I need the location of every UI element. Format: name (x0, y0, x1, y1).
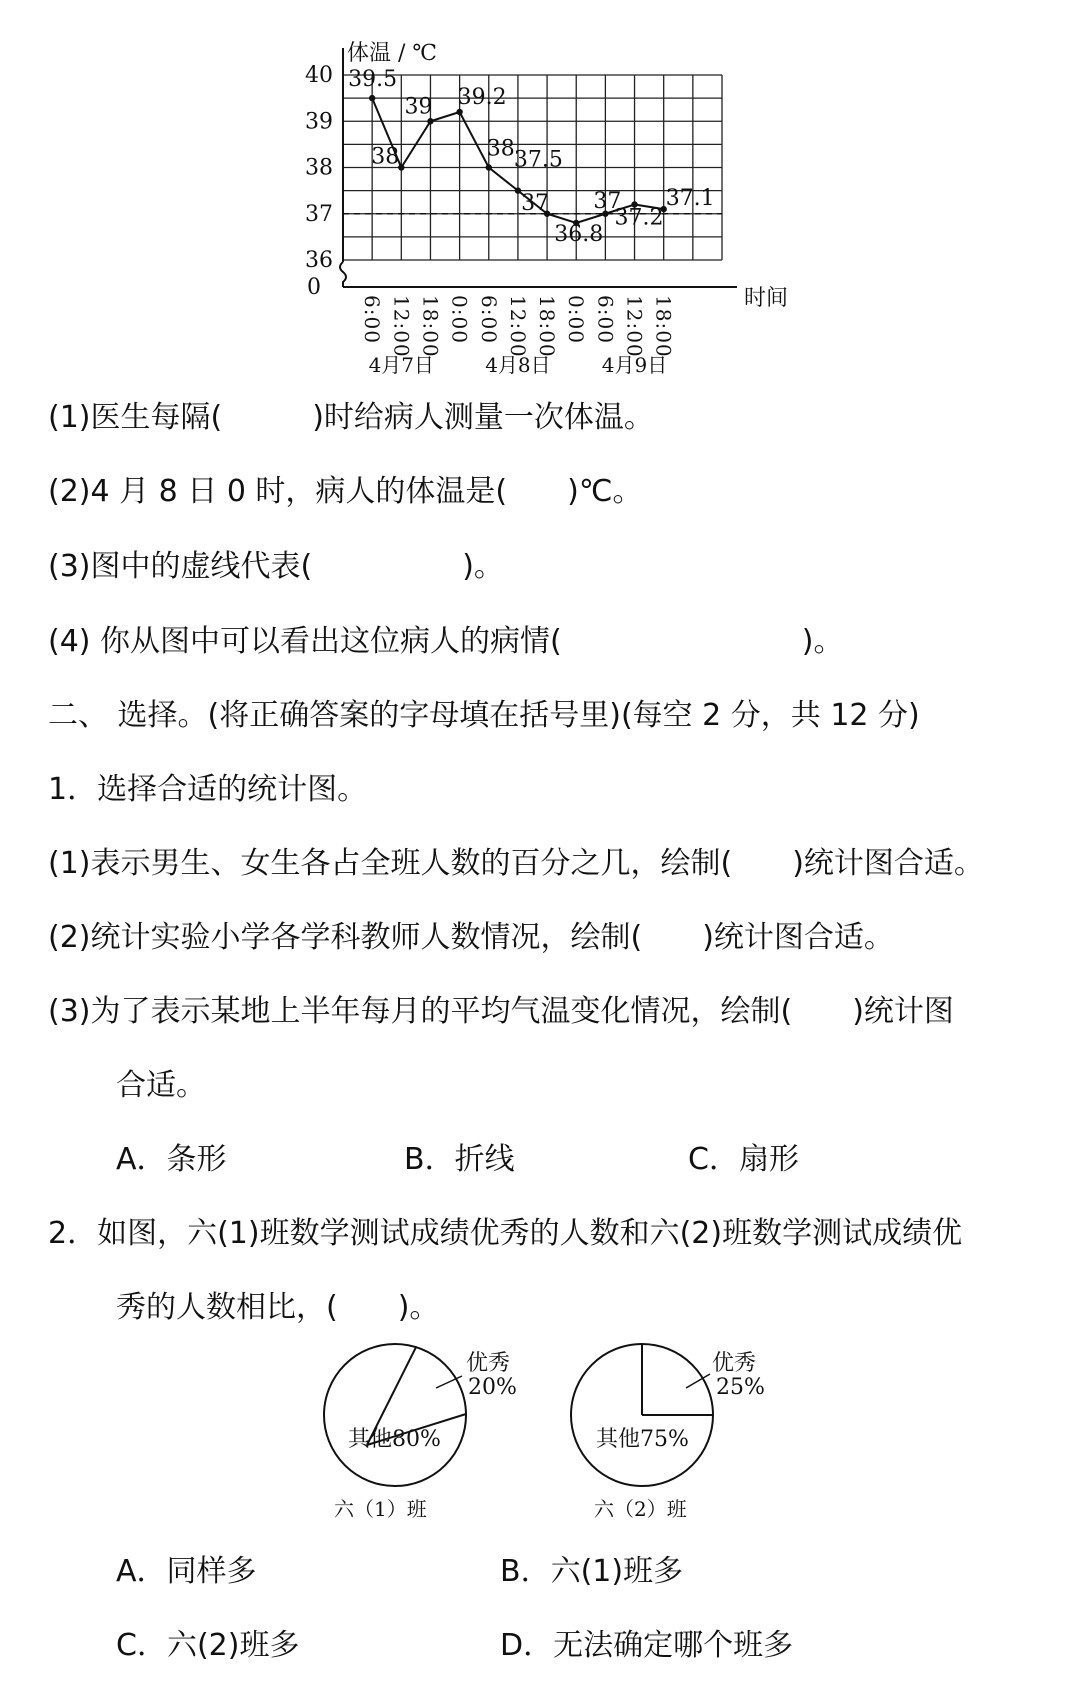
x-tick-label: 0:00 (564, 295, 589, 344)
x-tick-label: 18:00 (535, 295, 560, 358)
x-tick-label: 12:00 (389, 295, 414, 358)
x-tick-label: 6:00 (593, 295, 618, 344)
pie-charts (0, 1340, 1080, 1540)
x-tick-label: 6:00 (360, 295, 385, 344)
chart-labels (348, 67, 715, 247)
x-tick-label: 18:00 (418, 295, 443, 358)
option-1c: C．扇形 (688, 1142, 799, 1177)
y-tick-label: 38 (305, 155, 333, 181)
question-4: (4) 你从图中可以看出这位病人的病情( )。 (48, 624, 844, 659)
y-axis-break (340, 262, 346, 287)
item-1-2: (2)统计实验小学各学科教师人数情况，绘制( )统计图合适。 (48, 920, 894, 955)
temperature-line-chart (0, 0, 1080, 380)
item-2a: 2．如图，六(1)班数学测试成绩优秀的人数和六(2)班数学测试成绩优 (48, 1216, 963, 1251)
day-label: 4月9日 (601, 353, 668, 377)
data-label: 38 (486, 136, 515, 162)
question-1: (1)医生每隔( )时给病人测量一次体温。 (48, 400, 654, 435)
data-point (486, 164, 492, 170)
data-label: 39.2 (457, 85, 507, 110)
option-2d: D．无法确定哪个班多 (500, 1628, 794, 1663)
item-1-3a: (3)为了表示某地上半年每月的平均气温变化情况，绘制( )统计图 (48, 994, 954, 1029)
option-2a: A．同样多 (116, 1554, 257, 1589)
x-tick-label: 6:00 (476, 295, 501, 344)
pie-1-excellent-label: 优秀 (466, 1351, 511, 1376)
option-1b: B．折线 (404, 1142, 515, 1177)
pie-2-other-label: 其他75% (596, 1427, 689, 1452)
item-1: 1．选择合适的统计图。 (48, 772, 368, 807)
data-label: 39 (404, 94, 433, 120)
y-axis-title: 体温 / ℃ (347, 41, 438, 66)
day-label: 4月7日 (368, 353, 435, 377)
data-label: 39.5 (348, 67, 398, 93)
pie-2-excellent-pct: 25% (716, 1375, 765, 1400)
x-axis-title: 时间 (744, 286, 789, 311)
question-2: (2)4 月 8 日 0 时，病人的体温是( )℃。 (48, 474, 643, 509)
data-label: 38 (371, 144, 400, 170)
x-tick-label: 18:00 (651, 295, 676, 358)
pie-2-title: 六（2）班 (594, 1497, 687, 1521)
data-label: 37 (593, 188, 622, 214)
option-2b: B．六(1)班多 (500, 1554, 684, 1589)
pie-1-excellent-pct: 20% (468, 1375, 517, 1400)
data-point (369, 95, 375, 101)
y-tick-label: 40 (305, 63, 333, 88)
data-label: 37.2 (614, 205, 664, 231)
question-3: (3)图中的虚线代表( )。 (48, 549, 504, 584)
item-1-1: (1)表示男生、女生各占全班人数的百分之几，绘制( )统计图合适。 (48, 846, 984, 881)
x-tick-label: 0:00 (447, 295, 472, 344)
option-2c: C．六(2)班多 (116, 1628, 300, 1663)
y-tick-label: 36 (305, 248, 333, 273)
y-tick-label: 0 (307, 275, 321, 300)
y-tick-label: 39 (305, 109, 333, 135)
section-2-title: 二、 选择。(将正确答案的字母填在括号里)(每空 2 分，共 12 分) (48, 698, 920, 733)
item-1-3b: 合适。 (116, 1068, 206, 1103)
option-1a: A．条形 (116, 1142, 227, 1177)
item-2b: 秀的人数相比，( )。 (116, 1290, 440, 1325)
pie-1-title: 六（1）班 (334, 1497, 427, 1521)
data-label: 37 (521, 190, 550, 216)
x-tick-label: 12:00 (505, 295, 530, 358)
pie-2-excellent-label: 优秀 (712, 1351, 757, 1376)
pie-chart-class-2 (571, 1344, 765, 1521)
x-tick-label: 12:00 (622, 295, 647, 358)
data-label: 37.5 (513, 147, 563, 173)
data-label: 36.8 (554, 222, 604, 247)
pie-chart-class-1 (324, 1344, 517, 1521)
y-tick-label: 37 (305, 201, 333, 227)
pie-1-other-label: 其他80% (348, 1427, 441, 1452)
pie-1-circle (324, 1344, 466, 1486)
data-label: 37.1 (665, 186, 715, 212)
day-label: 4月8日 (485, 353, 551, 377)
